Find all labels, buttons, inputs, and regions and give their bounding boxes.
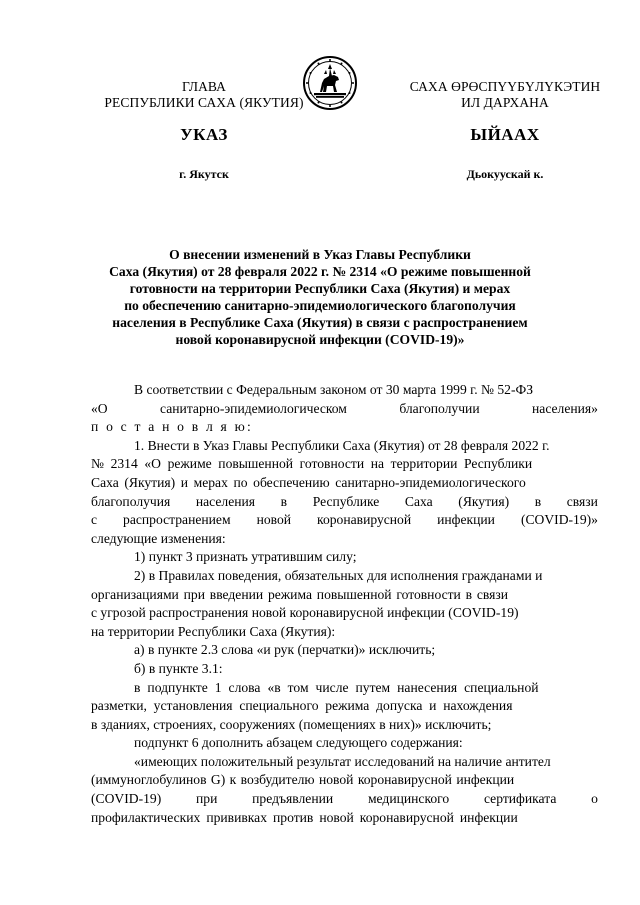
city-label-ru: г. Якутск <box>179 167 229 181</box>
body-word: о <box>591 791 598 807</box>
header-right-line1: САХА ӨРӨСПҮҮБҮЛҮКЭТИН <box>409 79 601 94</box>
body-word: предъявлении <box>252 791 334 807</box>
body-line: в зданиях, строениях, сооружениях (помещениях в них)» исключить; <box>91 716 492 732</box>
body-word: Саха <box>404 493 433 509</box>
body-word: распространением <box>123 512 231 528</box>
body-line: на территории Республики Саха (Якутия): <box>91 623 336 639</box>
body-line: 1. Внести в Указ Главы Республики Саха (Якутия) от 28 февраля 2022 г. <box>134 437 550 453</box>
header-right-block <box>385 79 625 111</box>
body-line: в подпункте 1 слова «в том числе путем нанесения специальной <box>134 679 539 695</box>
body-line <box>91 493 598 512</box>
header-left-block <box>84 79 324 111</box>
body-line: организациями при введении режима повышенной готовности в связи <box>91 586 509 602</box>
decree-label-ru: УКАЗ <box>180 125 228 144</box>
sakha-coat-of-arms-icon <box>302 55 358 111</box>
body-word: коронавирусной <box>317 512 412 528</box>
title-line: О внесении изменений в Указ Главы Республики <box>169 247 471 262</box>
body-word: сертификата <box>483 791 557 807</box>
body-line: 1) пункт 3 признать утратившим силу; <box>134 549 357 565</box>
body-word: новой <box>256 512 292 528</box>
body-word: благополучии <box>399 400 480 416</box>
body-word: населения» <box>532 400 598 416</box>
body-line: с угрозой распространения новой коронавирусной инфекции (COVID-19) <box>91 605 519 621</box>
body-word: в <box>534 493 542 509</box>
body-word: (COVID-19) <box>91 791 162 807</box>
decree-resolution-word: п о с т а н о в л я ю: <box>91 419 253 435</box>
body-line <box>91 790 598 809</box>
body-word: в <box>280 493 288 509</box>
body-word: санитарно-эпидемиологическом <box>160 400 347 416</box>
body-word: благополучия <box>91 493 171 509</box>
body-word: инфекции <box>437 512 495 528</box>
title-line: новой коронавирусной инфекции (COVID-19)» <box>175 332 465 347</box>
header-left-line2: РЕСПУБЛИКИ САХА (ЯКУТИЯ) <box>104 95 304 110</box>
body-line: № 2314 «О режиме повышенной готовности на территории Республики <box>91 456 533 472</box>
body-line <box>91 511 598 530</box>
title-line: по обеспечению санитарно-эпидемиологического благополучия <box>124 298 516 313</box>
header-left-line1: ГЛАВА <box>181 79 227 94</box>
body-word: Республике <box>312 493 380 509</box>
body-word: с <box>91 512 98 528</box>
body-word: при <box>196 791 218 807</box>
body-word: связи <box>566 493 598 509</box>
body-line: «имеющих положительный результат исследований на наличие антител <box>134 753 551 769</box>
title-line: населения в Республике Саха (Якутия) в связи с распространением <box>112 315 528 330</box>
title-line: готовности на территории Республики Саха (Якутия) и мерах <box>129 281 511 296</box>
decree-label-sakha: ЫЙААХ <box>470 125 540 144</box>
body-word: населения <box>195 493 256 509</box>
header-right-line2: ИЛ ДАРХАНА <box>461 95 549 110</box>
body-line: разметки, установления специального режима допуска и нахождения <box>91 698 513 714</box>
body-line: профилактических прививках против новой коронавирусной инфекции <box>91 809 518 825</box>
body-word: (COVID-19)» <box>520 512 598 528</box>
document-title <box>90 246 550 348</box>
body-line: а) в пункте 2.3 слова «и рук (перчатки)» исключить; <box>134 642 436 658</box>
body-line: следующие изменения: <box>91 530 226 546</box>
city-label-sakha: Дьокуускай к. <box>466 167 544 181</box>
body-line: Саха (Якутия) и мерах по обеспечению санитарно-эпидемиологического <box>91 474 526 490</box>
title-line: Саха (Якутия) от 28 февраля 2022 г. № 2314 «О режиме повышенной <box>109 264 531 279</box>
body-line <box>91 400 598 419</box>
body-line: 2) в Правилах поведения, обязательных для исполнения гражданами и <box>134 567 543 583</box>
body-line: подпункт 6 дополнить абзацем следующего содержания: <box>134 735 463 751</box>
body-line: (иммуноглобулинов G) к возбудителю новой коронавирусной инфекции <box>91 772 515 788</box>
body-word: медицинского <box>367 791 450 807</box>
body-word: «О <box>91 400 108 416</box>
document-body <box>91 381 598 827</box>
body-line: В соответствии с Федеральным законом от 30 марта 1999 г. № 52-ФЗ <box>134 382 534 397</box>
body-word: (Якутия) <box>458 493 510 509</box>
body-line: б) в пункте 3.1: <box>134 660 223 676</box>
